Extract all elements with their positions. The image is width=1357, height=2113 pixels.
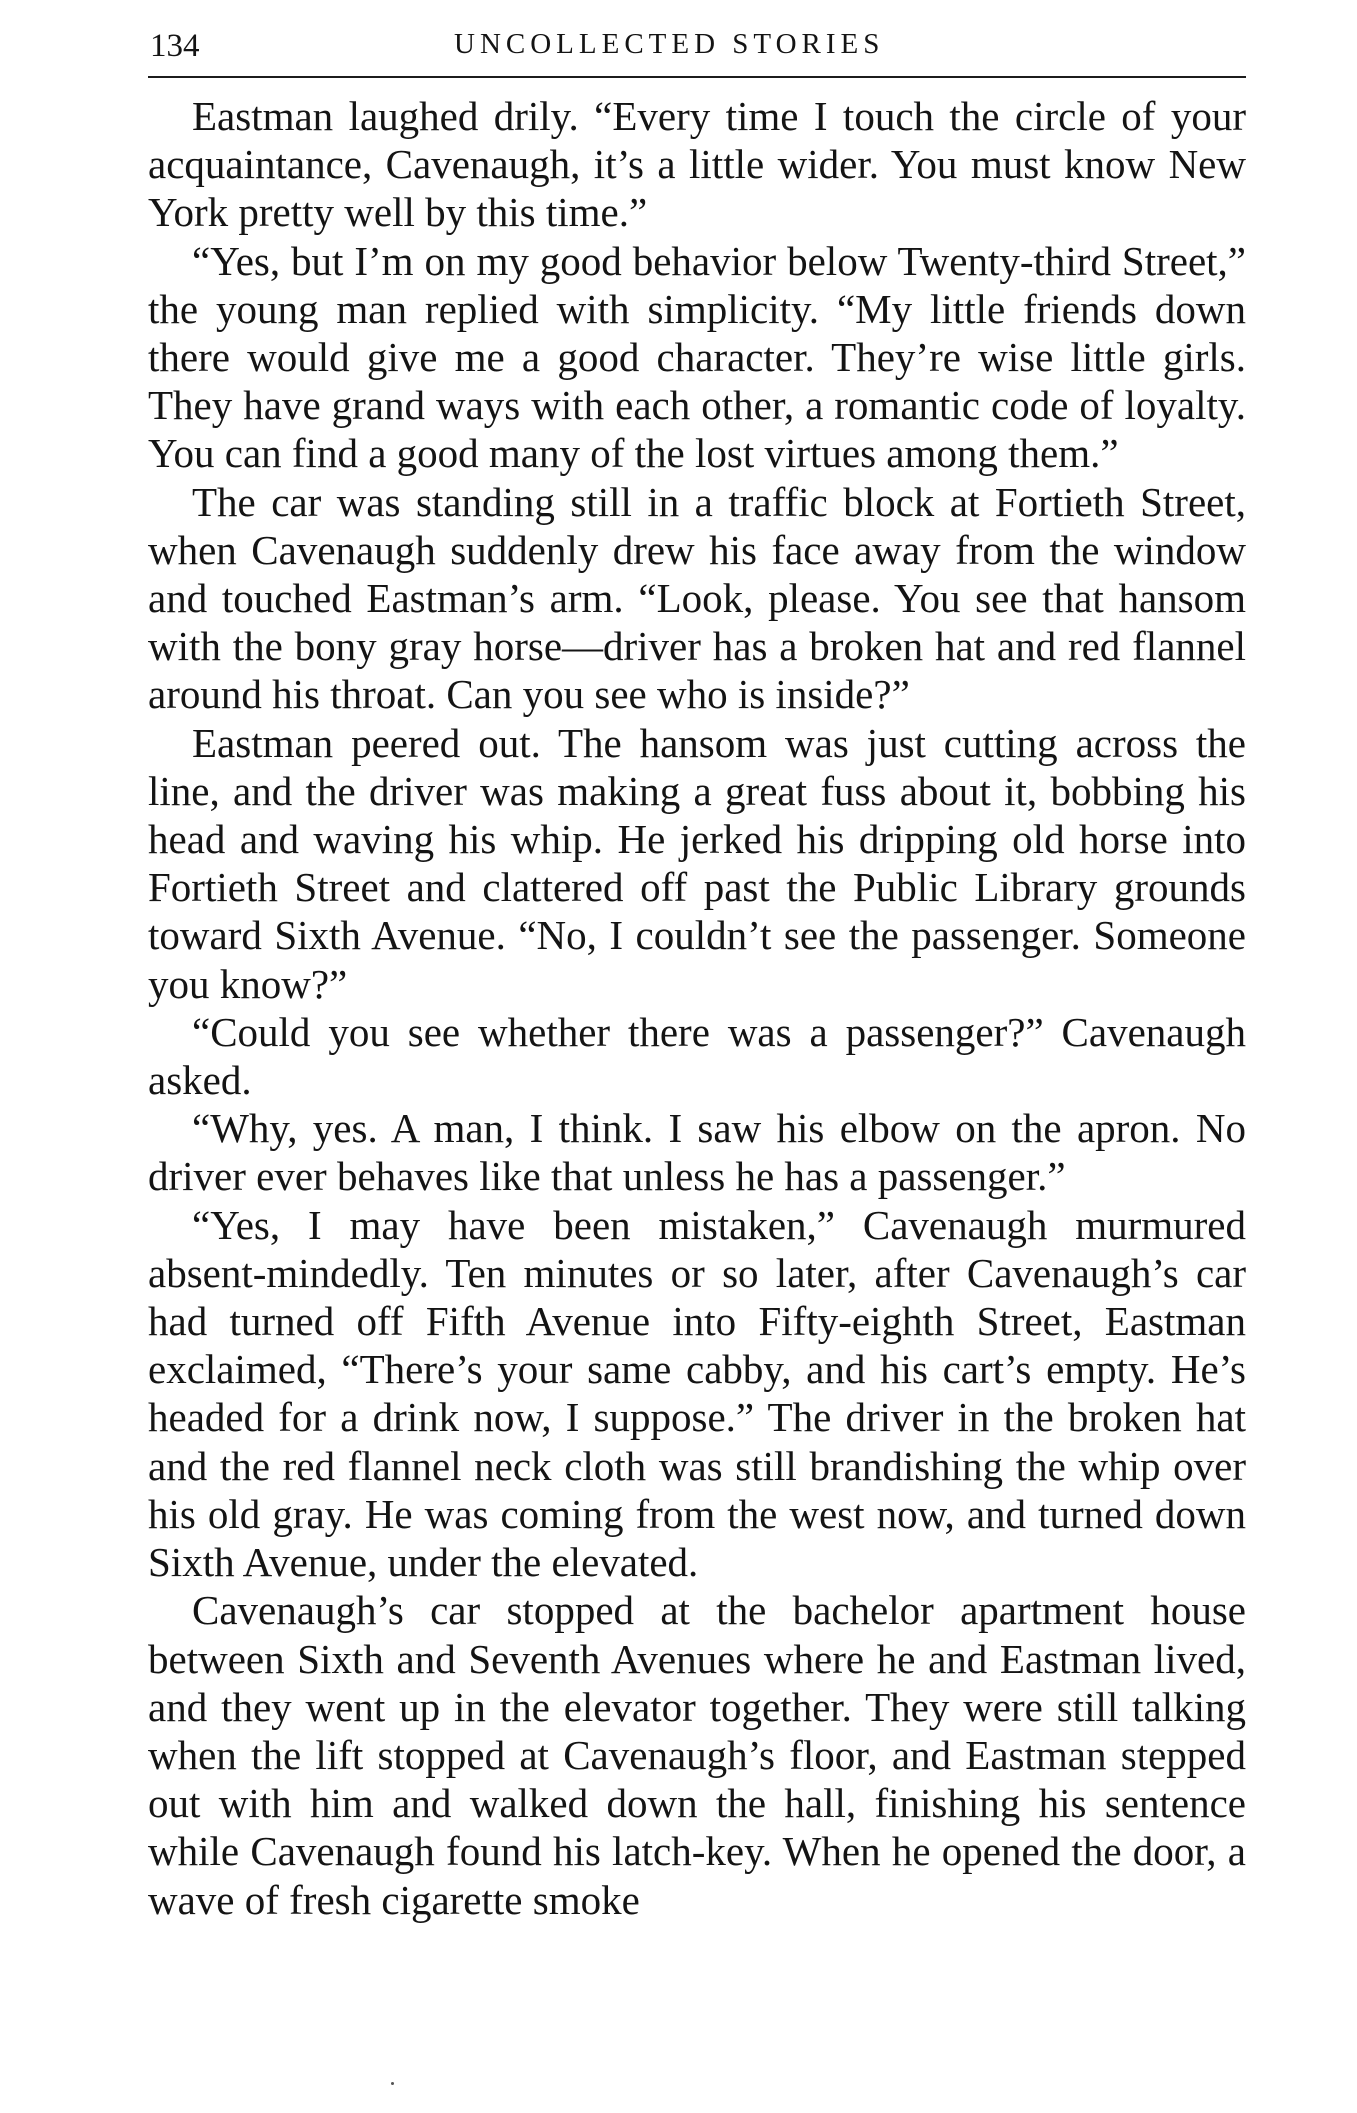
paragraph: “Yes, I may have been mistaken,” Cavenaugh murmured absent-mindedly. Ten minutes or so later, after Cavenaugh’s car had turned off Fifth Avenue into Fifty-eighth Street, Eastman exclaimed, “There’s your same cabby, and his cart’s empty. He’s headed for a drink now, I suppose.” The driver in the broken hat and the red flannel neck cloth was still brandishing the whip over his old gray. He was coming from the west now, and turned down Sixth Avenue, under the elevated. xyxy=(148,1201,1246,1586)
paragraph: Eastman laughed drily. “Every time I touch the circle of your acquaintance, Cavenaugh, it’s a little wider. You must know New York pretty well by this time.” xyxy=(148,93,1246,236)
body-text xyxy=(148,92,1246,1924)
paragraph: “Why, yes. A man, I think. I saw his elbow on the apron. No driver ever behaves like that unless he has a passenger.” xyxy=(148,1105,1246,1200)
paragraph: Eastman peered out. The hansom was just cutting across the line, and the driver was making a great fuss about it, bobbing his head and waving his whip. He jerked his dripping old horse into Fortieth Street and clattered off past the Public Library grounds toward Sixth Avenue. “No, I couldn’t see the passenger. Someone you know?” xyxy=(148,719,1246,1007)
running-head xyxy=(148,28,1246,74)
paragraph: “Could you see whether there was a passenger?” Cavenaugh asked. xyxy=(148,1008,1246,1104)
paragraph: The car was standing still in a traffic block at Fortieth Street, when Cavenaugh suddenly drew his face away from the window and touched Eastman’s arm. “Look, please. You see that hansom with the bony gray horse—driver has a broken hat and red flannel around his throat. Can you see who is inside?” xyxy=(148,478,1246,718)
page-number: 134 xyxy=(150,28,200,64)
header-rule xyxy=(148,76,1246,78)
paragraph: “Yes, but I’m on my good behavior below Twenty-third Street,” the young man replied with simplicity. “My little friends down there would give me a good character. They’re wise little girls. They have grand ways with each other, a romantic code of loyalty. You can find a good many of the lost virtues among them.” xyxy=(148,237,1246,477)
book-page xyxy=(148,28,1246,1924)
running-title: UNCOLLECTED STORIES xyxy=(454,28,885,60)
print-speck xyxy=(391,2082,394,2085)
paragraph: Cavenaugh’s car stopped at the bachelor apartment house between Sixth and Seventh Avenues where he and Eastman lived, and they went up in the elevator together. They were still talking when the lift stopped at Cavenaugh’s floor, and Eastman stepped out with him and walked down the hall, finishing his sentence while Cavenaugh found his latch-key. When he opened the door, a wave of fresh cigarette smoke xyxy=(148,1587,1246,1923)
